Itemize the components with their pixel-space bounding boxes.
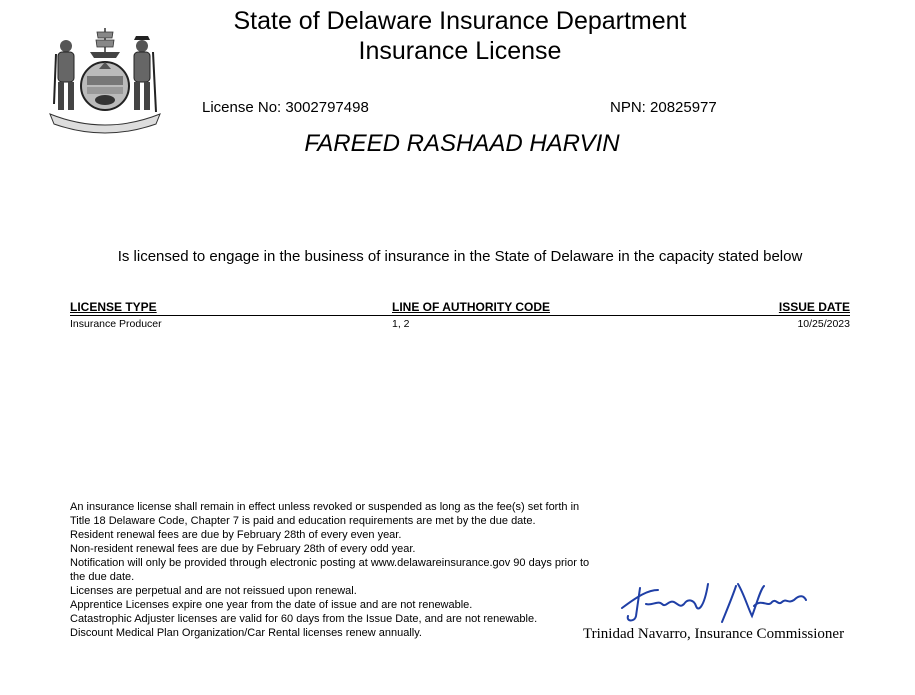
license-number: License No: 3002797498 <box>202 99 369 116</box>
column-header-line-of-authority: LINE OF AUTHORITY CODE <box>392 300 652 316</box>
note-item: Catastrophic Adjuster licenses are valid for 60 days from the Issue Date, and are not renewable. <box>70 613 538 625</box>
note-item: Non-resident renewal fees are due by February 28th of every odd year. <box>70 543 416 555</box>
note-item: Apprentice Licenses expire one year from the date of issue and are not renewable. <box>70 599 473 611</box>
note-item: Licenses are perpetual and are not reissued upon renewal. <box>70 585 357 597</box>
note-item: Notification will only be provided through electronic posting at www.delawareinsurance.gov 90 days prior to the due date. <box>70 557 590 583</box>
commissioner-name-title: Trinidad Navarro, Insurance Commissioner <box>583 626 845 642</box>
note-item: An insurance license shall remain in effect unless revoked or suspended as long as the fee(s) set forth in Title 18 Delaware Code, Chapter 7 is paid and education requirements are met by the due date. <box>70 501 580 527</box>
license-statement: Is licensed to engage in the business of insurance in the State of Delaware in the capacity stated below <box>117 248 803 265</box>
license-holder-name: FAREED RASHAAD HARVIN <box>304 130 620 157</box>
license-type-cell: Insurance Producer <box>70 318 162 330</box>
column-header-license-type: LICENSE TYPE <box>70 300 392 316</box>
column-header-issue-date: ISSUE DATE <box>652 300 850 316</box>
commissioner-signature <box>618 578 818 626</box>
license-notes <box>70 500 590 640</box>
note-item: Discount Medical Plan Organization/Car Rental licenses renew annually. <box>70 627 422 639</box>
license-table-header-row <box>70 300 850 316</box>
line-of-authority-cell: 1, 2 <box>392 318 410 330</box>
table-row <box>70 316 850 331</box>
note-item: Resident renewal fees are due by February 28th of every even year. <box>70 529 402 541</box>
department-title: State of Delaware Insurance Department <box>233 7 687 35</box>
license-title: Insurance License <box>358 37 562 65</box>
document-title <box>0 6 915 66</box>
issue-date-cell: 10/25/2023 <box>797 318 850 330</box>
npn-number: NPN: 20825977 <box>610 99 717 116</box>
license-table <box>70 300 850 330</box>
